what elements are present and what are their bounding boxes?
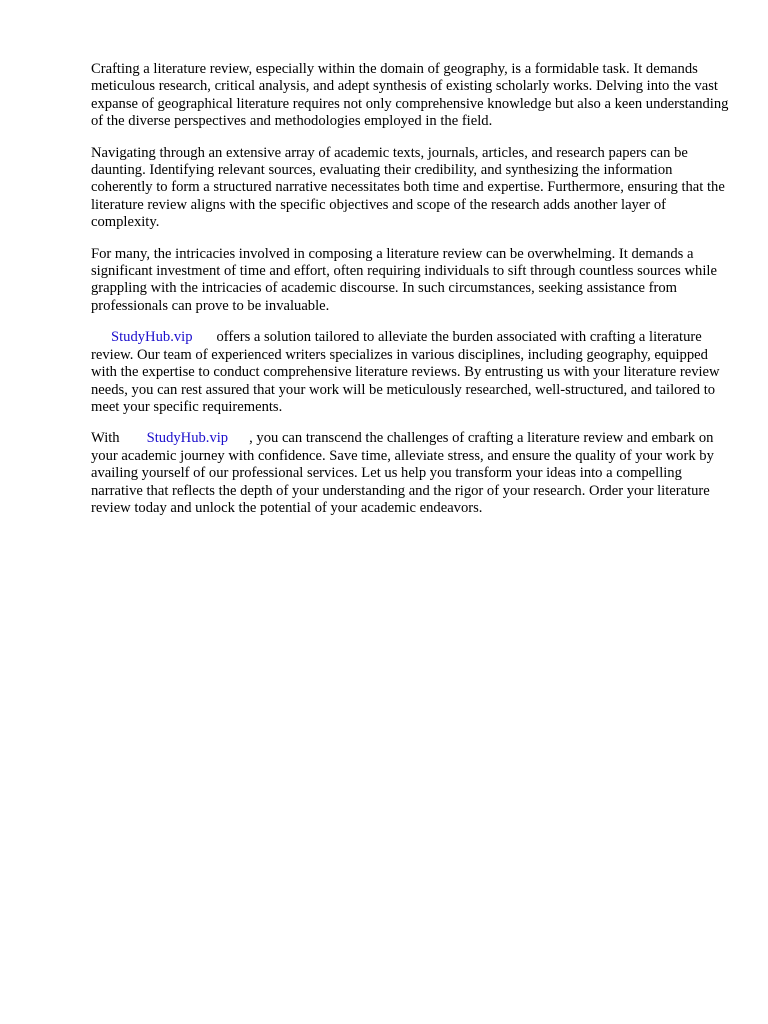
paragraph-studyhub-offer-text: offers a solution tailored to alleviate the burden associated with crafting a literature review. Our team of experienced writers specializes in various disciplines, including geography, equipped with the expertise to conduct comprehensive literature reviews. By entrusting us with your literature review needs, you can rest assured that your work will be meticulously researched, well-structured, and tailored to meet your specific requirements. [91,329,720,415]
paragraph-with-lead: With [91,430,120,447]
studyhub-link[interactable]: StudyHub.vip [111,329,193,346]
paragraph-with-studyhub [91,430,731,517]
paragraph-navigating: Navigating through an extensive array of academic texts, journals, articles, and research papers can be daunting. Identifying relevant sources, evaluating their credibility, and synthesizing the information coherently to form a structured narrative necessitates both time and expertise. Furthermore, ensuring that the literature review aligns with the specific objectives and scope of the research adds another layer of complexity. [91,144,725,231]
paragraph-with-text: , you can transcend the challenges of crafting a literature review and embark on your academic journey with confidence. Save time, alleviate stress, and ensure the quality of your work by availing yourself of our professional services. Let us help you transform your ideas into a compelling narrative that reflects the depth of your understanding and the rigor of your research. Order your literature review today and unlock the potential of your academic endeavors. [91,430,714,516]
paragraph-many: For many, the intricacies involved in composing a literature review can be overwhelming. It demands a significant investment of time and effort, often requiring individuals to sift through countless sources while grappling with the intricacies of academic discourse. In such circumstances, seeking assistance from professionals can prove to be invaluable. [91,245,717,314]
studyhub-link-second[interactable]: StudyHub.vip [146,430,229,447]
paragraph-studyhub-offer [91,329,731,416]
paragraph-intro: Crafting a literature review, especially within the domain of geography, is a formidable task. It demands meticulous research, critical analysis, and adept synthesis of existing scholarly works. Delving into the vast expanse of geographical literature requires not only comprehensive knowledge but also a keen understanding of the diverse perspectives and methodologies employed in the field. [91,61,729,130]
document-page [91,61,731,531]
